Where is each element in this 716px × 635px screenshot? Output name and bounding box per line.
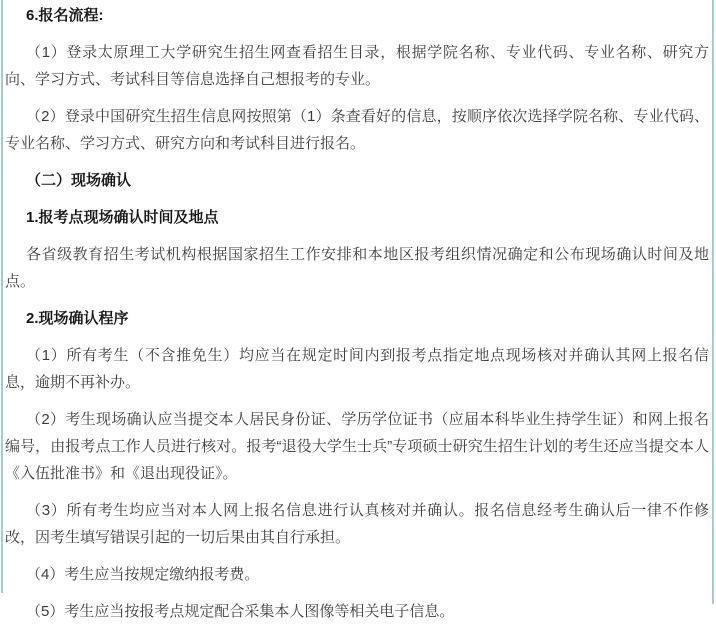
paragraph-procedure-4: （4）考生应当按规定缴纳报考费。	[26, 566, 260, 583]
heading-onsite-confirmation: （二）现场确认	[26, 172, 132, 189]
heading-registration-process: 6.报名流程:	[26, 7, 104, 24]
heading-confirmation-time-place: 1.报考点现场确认时间及地点	[26, 209, 219, 226]
page-border-right	[712, 0, 714, 604]
paragraph-procedure-5: （5）考生应当按报考点规定配合采集本人图像等相关电子信息。	[26, 603, 455, 620]
paragraph-procedure-1: （1）所有考生（不含推免生）均应当在规定时间内到报考点指定地点现场核对并确认其网上报名信息，逾期不再补办。	[5, 347, 709, 391]
page-border-left	[1, 0, 3, 593]
paragraph-confirmation-time-place: 各省级教育招生考试机构根据国家招生工作安排和本地区报考组织情况确定和公布现场确认时间及地点。	[5, 246, 709, 290]
paragraph-registration-step-2: （2）登录中国研究生招生信息网按照第（1）条查看好的信息，按顺序依次选择学院名称、专业代码、专业名称、学习方式、研究方向和考试科目进行报名。	[5, 108, 709, 152]
paragraph-procedure-3: （3）所有考生均应当对本人网上报名信息进行认真核对并确认。报名信息经考生确认后一律不作修改，因考生填写错误引起的一切后果由其自行承担。	[5, 502, 709, 546]
heading-confirmation-procedure: 2.现场确认程序	[26, 310, 129, 327]
paragraph-procedure-2: （2）考生现场确认应当提交本人居民身份证、学历学位证书（应届本科毕业生持学生证）和网上报名编号，由报考点工作人员进行核对。报考“退役大学生士兵”专项硕士研究生招生计划的考生还应当提交本人《入伍批准书》和《退出现役证》。	[5, 411, 709, 482]
document-body	[5, 0, 709, 635]
paragraph-registration-step-1: （1）登录太原理工大学研究生招生网查看招生目录，根据学院名称、专业代码、专业名称、研究方向、学习方式、考试科目等信息选择自己想报考的专业。	[5, 44, 709, 88]
